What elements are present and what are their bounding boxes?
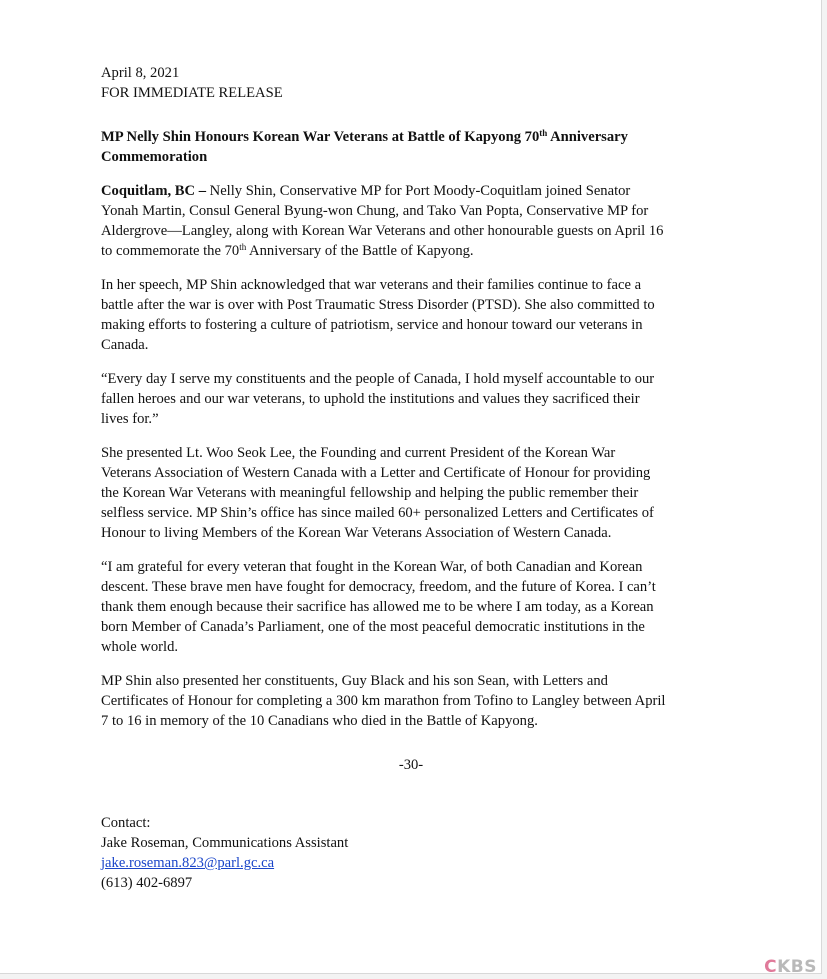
release-date: April 8, 2021	[101, 65, 180, 81]
contact-email-link[interactable]: jake.roseman.823@parl.gc.ca	[101, 855, 275, 871]
contact-label: Contact:	[101, 815, 151, 831]
paragraph-6: MP Shin also presented her constituents, Guy Black and his son Sean, with Letters and Certificates of Honour for completing a 300 km marathon from Tofino to Langley between April 7 to 16 in memory of the 10 Canadians who died in the Battle of Kapyong.	[101, 673, 666, 729]
release-title: MP Nelly Shin Honours Korean War Veterans at Battle of Kapyong 70th Anniversary Commemoration	[101, 128, 628, 165]
contact-phone: (613) 402-6897	[101, 875, 193, 891]
release-status: FOR IMMEDIATE RELEASE	[101, 85, 283, 101]
contact-name: Jake Roseman, Communications Assistant	[101, 835, 349, 851]
paragraph-1: Coquitlam, BC – Nelly Shin, Conservative MP for Port Moody-Coquitlam joined Senator Yonah Martin, Consul General Byung-won Chung, and Tako Van Popta, Conservative MP for Aldergrove—Langley, along with Korean War Veterans and other honourable guests on April 16 to commemorate the 70th Anniversary of the Battle of Kapyong.	[101, 183, 664, 259]
paragraph-2: In her speech, MP Shin acknowledged that war veterans and their families continue to face a battle after the war is over with Post Traumatic Stress Disorder (PTSD). She also committed to making efforts to fostering a culture of patriotism, service and honour toward our veterans in Canada.	[101, 277, 655, 353]
dateline: Coquitlam, BC –	[101, 183, 207, 199]
end-mark: -30-	[398, 757, 424, 773]
paragraph-5-quote: “I am grateful for every veteran that fought in the Korean War, of both Canadian and Korean descent. These brave men have fought for democracy, freedom, and the future of Korea. I can’t thank them enough because their sacrifice has allowed me to be where I am today, as a Korean born Member of Canada’s Parliament, one of the most peaceful democratic institutions in the whole world.	[101, 559, 656, 655]
paragraph-3-quote: “Every day I serve my constituents and the people of Canada, I hold myself accountable to our fallen heroes and our war veterans, to uphold the institutions and values they sacrificed their lives for.”	[101, 371, 655, 427]
ckbs-watermark-logo: CKBS	[764, 957, 817, 977]
press-release-body	[101, 63, 733, 893]
contact-block	[101, 813, 733, 893]
paragraph-4: She presented Lt. Woo Seok Lee, the Founding and current President of the Korean War Veterans Association of Western Canada with a Letter and Certificate of Honour for providing the Korean War Veterans with meaningful fellowship and helping the public remember their selfless service. MP Shin’s office has since mailed 60+ personalized Letters and Certificates of Honour to living Members of the Korean War Veterans Association of Western Canada.	[101, 445, 654, 541]
